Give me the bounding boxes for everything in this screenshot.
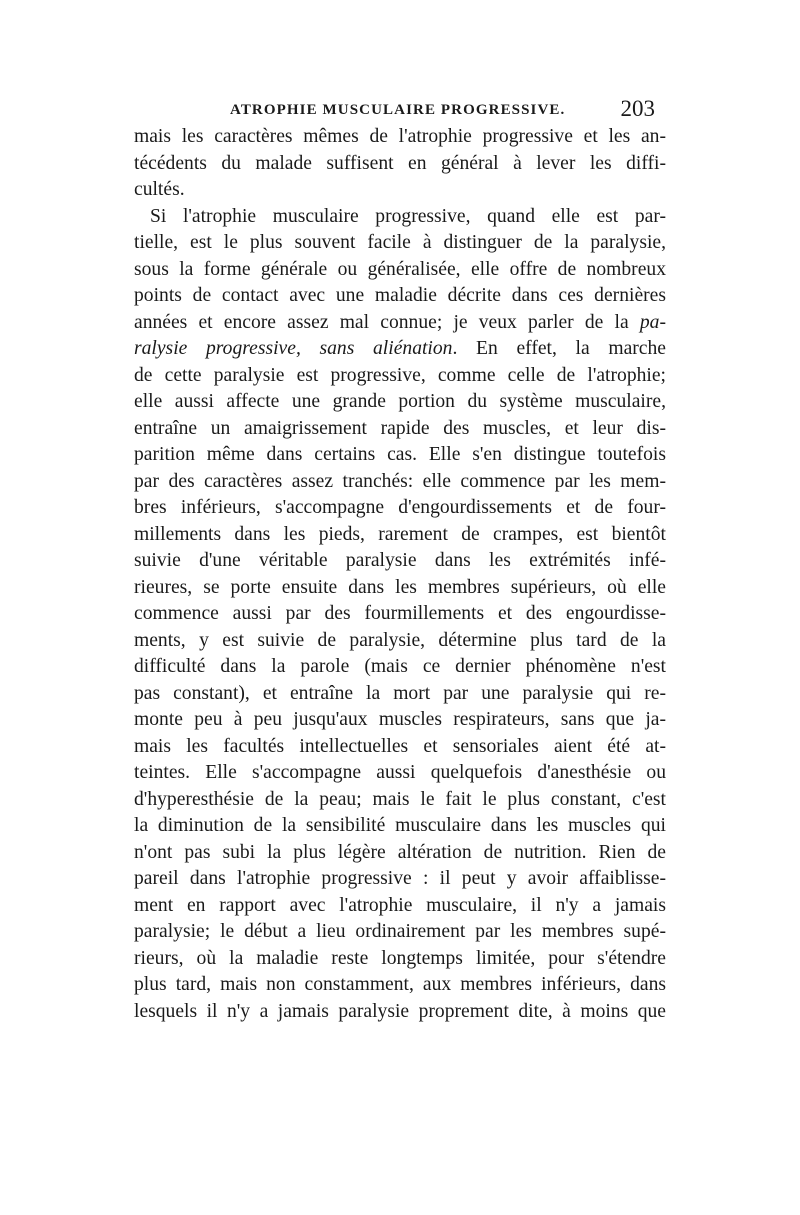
text-line: difficulté dans la parole (mais ce dernier phénomène n'est xyxy=(134,656,666,677)
italic-term: ralysie progressive, sans aliénation xyxy=(134,338,453,359)
text-line: mais les facultés intellectuelles et sensoriales aient été at- xyxy=(134,735,666,757)
text-line: técédents du malade suffisent en général à lever les diffi- xyxy=(134,152,666,174)
text-line: parition même dans certains cas. Elle s'en distingue toutefois xyxy=(134,444,666,465)
text-line: mais les caractères mêmes de l'atrophie progressive et les an- xyxy=(134,126,666,147)
text-line: suivie d'une véritable paralysie dans les extrémités infé- xyxy=(134,550,666,571)
paragraph-start-line: Si l'atrophie musculaire progressive, quand elle est par- xyxy=(150,205,666,227)
text-line: ments, y est suivie de paralysie, détermine plus tard de la xyxy=(134,629,666,651)
text-line: pareil dans l'atrophie progressive : il peut y avoir affaiblisse- xyxy=(134,868,666,889)
text-line: n'ont pas subi la plus légère altération de nutrition. Rien de xyxy=(134,841,666,863)
text-line: millements dans les pieds, rarement de crampes, est bientôt xyxy=(134,523,666,545)
text-line xyxy=(134,310,666,337)
text-line: d'hyperesthésie de la peau; mais le fait le plus constant, c'est xyxy=(134,788,666,810)
text-line: rieures, se porte ensuite dans les membres supérieurs, où elle xyxy=(134,576,666,598)
text-line: rieurs, où la maladie reste longtemps limitée, pour s'étendre xyxy=(134,947,666,969)
line-text: années et encore assez mal connue; je veux parler de la xyxy=(134,311,640,333)
running-title: ATROPHIE MUSCULAIRE PROGRESSIVE. xyxy=(230,102,566,118)
page-number: 203 xyxy=(620,96,655,121)
text-line: pas constant), et entraîne la mort par une paralysie qui re- xyxy=(134,682,666,704)
text-line: de cette paralysie est progressive, comme celle de l'atrophie; xyxy=(134,364,666,386)
text-line: entraîne un amaigrissement rapide des muscles, et leur dis- xyxy=(134,417,666,439)
running-header xyxy=(138,96,663,126)
text-line: monte peu à peu jusqu'aux muscles respirateurs, sans que ja- xyxy=(134,709,666,730)
text-line: ment en rapport avec l'atrophie musculaire, il n'y a jamais xyxy=(134,894,666,916)
body-text xyxy=(134,124,666,1025)
text-line: la diminution de la sensibilité musculaire dans les muscles qui xyxy=(134,815,666,836)
text-line: points de contact avec une maladie décrite dans ces dernières xyxy=(134,285,666,306)
text-line: elle aussi affecte une grande portion du système musculaire, xyxy=(134,391,666,412)
text-line: lesquels il n'y a jamais paralysie proprement dite, à moins que xyxy=(134,1000,666,1022)
text-line: sous la forme générale ou généralisée, elle offre de nombreux xyxy=(134,258,666,280)
text-line xyxy=(134,336,666,363)
text-line: tielle, est le plus souvent facile à distinguer de la paralysie, xyxy=(134,232,666,253)
text-line: commence aussi par des fourmillements et des engourdisse- xyxy=(134,603,666,624)
line-text: . En effet, la marche xyxy=(452,338,666,359)
italic-term: pa- xyxy=(639,311,666,333)
text-line: bres inférieurs, s'accompagne d'engourdissements et de four- xyxy=(134,497,666,518)
text-line: paralysie; le début a lieu ordinairement par les membres supé- xyxy=(134,921,666,942)
text-line: cultés. xyxy=(134,179,185,200)
text-line: plus tard, mais non constamment, aux membres inférieurs, dans xyxy=(134,974,666,995)
text-line: teintes. Elle s'accompagne aussi quelquefois d'anesthésie ou xyxy=(134,762,666,783)
text-line: par des caractères assez tranchés: elle commence par les mem- xyxy=(134,470,666,492)
